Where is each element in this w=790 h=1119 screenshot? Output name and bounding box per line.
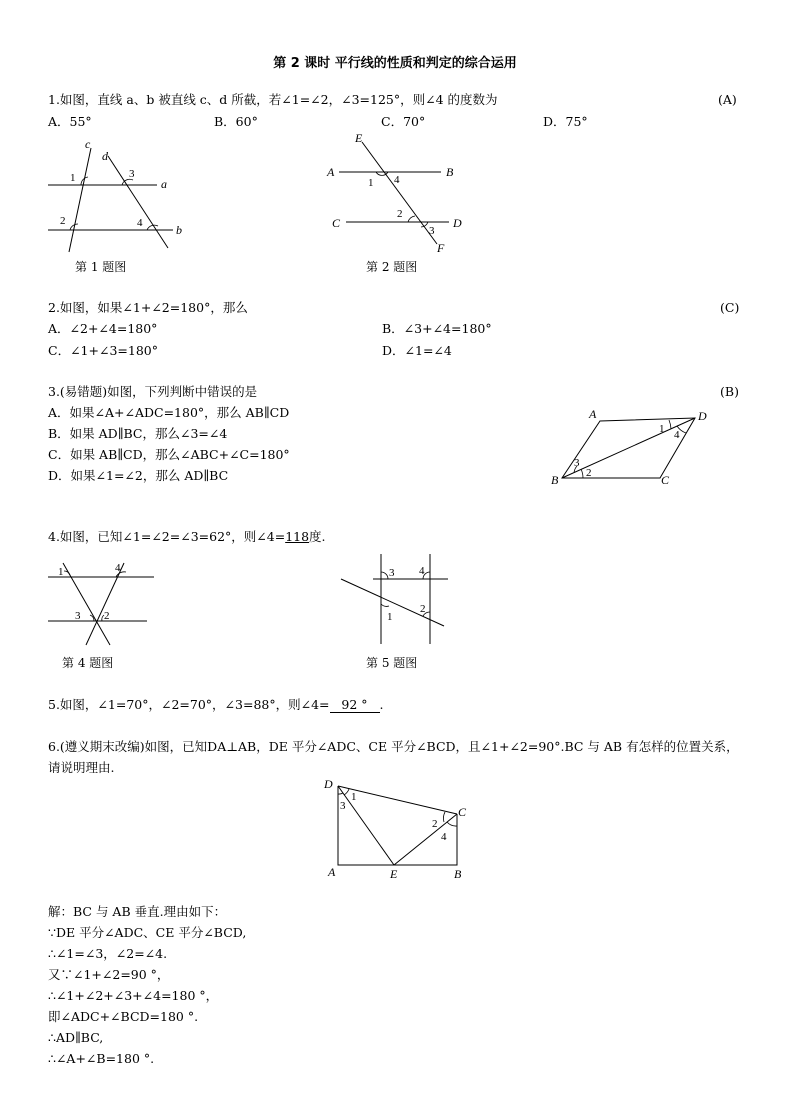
figure-4 <box>40 555 165 650</box>
fig6-angle-4: 4 <box>441 831 447 843</box>
fig3-label-b: B <box>551 473 559 487</box>
fig3-label-d: D <box>698 409 707 423</box>
fig6-angle-1: 1 <box>351 791 357 803</box>
fig6-angle-2: 2 <box>432 818 438 830</box>
figure-1 <box>40 137 200 260</box>
q1-option-a: A．55° <box>48 114 92 129</box>
fig4-angle-1: 1 <box>58 566 64 578</box>
q2-option-b: B．∠3+∠4=180° <box>382 321 492 336</box>
solution-line-1: 解：BC 与 AB 垂直.理由如下： <box>48 904 227 919</box>
fig6-label-e: E <box>390 867 398 881</box>
fig1-caption: 第 1 题图 <box>75 260 127 274</box>
fig5-angle-3: 3 <box>389 567 395 579</box>
fig2-label-a: A <box>327 165 335 179</box>
fig2-label-e: E <box>355 131 363 145</box>
fig6-label-d: D <box>324 777 333 791</box>
solution-line-2: ∵DE 平分∠ADC、CE 平分∠BCD, <box>48 925 247 940</box>
page-title: 第 2 课时 平行线的性质和判定的综合运用 <box>273 56 517 71</box>
q5-stem-text: 5.如图，∠1=70°，∠2=70°，∠3=88°，则∠4= <box>48 697 330 712</box>
q1-stem: 1.如图，直线 a、b 被直线 c、d 所截，若∠1=∠2，∠3=125°，则∠4 的度数为 <box>48 92 498 107</box>
q4-stem-text: 4.如图，已知∠1=∠2=∠3=62°，则∠4= <box>48 529 286 544</box>
fig6-angle-3: 3 <box>340 800 346 812</box>
fig4-angle-3: 3 <box>75 610 81 622</box>
fig2-label-c: C <box>332 216 341 230</box>
fig4-angle-4: 4 <box>115 562 121 574</box>
fig1-angle-1: 1 <box>70 172 76 184</box>
fig2-label-b: B <box>446 165 454 179</box>
q2-option-d: D．∠1=∠4 <box>382 343 452 358</box>
fig2-label-f: F <box>437 241 445 255</box>
q4-answer: 118 <box>285 529 310 544</box>
fig1-label-b: b <box>176 223 182 237</box>
fig1-angle-3: 3 <box>129 168 135 180</box>
q1-option-d: D．75° <box>543 114 588 129</box>
q5-stem-end: . <box>379 697 384 712</box>
q1-option-c: C．70° <box>381 114 426 129</box>
q5-stem <box>48 697 383 713</box>
fig3-angle-3: 3 <box>574 457 580 469</box>
q1-answer: (A) <box>718 92 737 107</box>
fig4-angle-2: 2 <box>104 610 110 622</box>
solution-line-7: ∴AD∥BC, <box>48 1030 104 1045</box>
q1-option-b: B．60° <box>214 114 258 129</box>
q3-stem: 3.(易错题)如图，下列判断中错误的是 <box>48 384 258 399</box>
fig6-label-a: A <box>328 865 336 879</box>
fig5-angle-4: 4 <box>419 565 425 577</box>
q5-answer: 92 ° <box>330 698 380 713</box>
figure-5 <box>335 548 460 648</box>
q6-stem-line1: 6.(遵义期末改编)如图，已知DA⊥AB，DE 平分∠ADC、CE 平分∠BCD，且∠1+∠2=90°.BC 与 AB 有怎样的位置关系， <box>48 739 739 754</box>
q4-stem <box>48 529 326 545</box>
fig1-label-a: a <box>161 177 167 191</box>
fig6-label-c: C <box>458 805 467 819</box>
solution-line-3: ∴∠1=∠3，∠2=∠4. <box>48 946 168 961</box>
fig5-angle-2: 2 <box>420 603 426 615</box>
q4-stem-end: 度. <box>309 529 326 544</box>
fig2-angle-3: 3 <box>429 225 435 237</box>
fig3-label-c: C <box>661 473 670 487</box>
fig1-angle-2: 2 <box>60 215 66 227</box>
fig5-angle-1: 1 <box>387 611 393 623</box>
q2-option-a: A．∠2+∠4=180° <box>48 321 158 336</box>
q6-stem-line2: 请说明理由. <box>48 760 115 775</box>
fig1-label-d: d <box>102 149 108 163</box>
fig1-label-c: c <box>85 137 91 151</box>
fig1-angle-4: 4 <box>137 217 143 229</box>
q2-answer: (C) <box>720 300 740 315</box>
fig2-caption: 第 2 题图 <box>366 260 418 274</box>
solution-line-6: 即∠ADC+∠BCD=180 °. <box>48 1009 199 1024</box>
fig3-label-a: A <box>589 407 597 421</box>
fig6-label-b: B <box>454 867 462 881</box>
fig2-angle-4: 4 <box>394 174 400 186</box>
fig2-angle-2: 2 <box>397 208 403 220</box>
q3-option-b: B．如果 AD∥BC，那么∠3=∠4 <box>48 426 228 441</box>
fig4-caption: 第 4 题图 <box>62 656 114 670</box>
q3-option-c: C．如果 AB∥CD，那么∠ABC+∠C=180° <box>48 447 290 462</box>
figure-6 <box>318 772 478 884</box>
fig5-caption: 第 5 题图 <box>366 656 418 670</box>
q3-answer: (B) <box>720 384 739 399</box>
fig3-angle-4: 4 <box>674 429 680 441</box>
figure-2 <box>325 130 475 255</box>
fig2-label-d: D <box>453 216 462 230</box>
fig2-angle-1: 1 <box>368 177 374 189</box>
fig3-angle-2: 2 <box>586 467 592 479</box>
q3-option-a: A．如果∠A+∠ADC=180°，那么 AB∥CD <box>48 405 290 420</box>
q3-option-d: D．如果∠1=∠2，那么 AD∥BC <box>48 468 229 483</box>
solution-line-8: ∴∠A+∠B=180 °. <box>48 1051 155 1066</box>
q2-stem: 2.如图，如果∠1+∠2=180°，那么 <box>48 300 248 315</box>
solution-line-5: ∴∠1+∠2+∠3+∠4=180 °， <box>48 988 219 1003</box>
q2-option-c: C．∠1+∠3=180° <box>48 343 158 358</box>
solution-line-4: 又∵∠1+∠2=90 °， <box>48 967 170 982</box>
figure-3 <box>545 402 720 494</box>
fig3-angle-1: 1 <box>659 423 665 435</box>
